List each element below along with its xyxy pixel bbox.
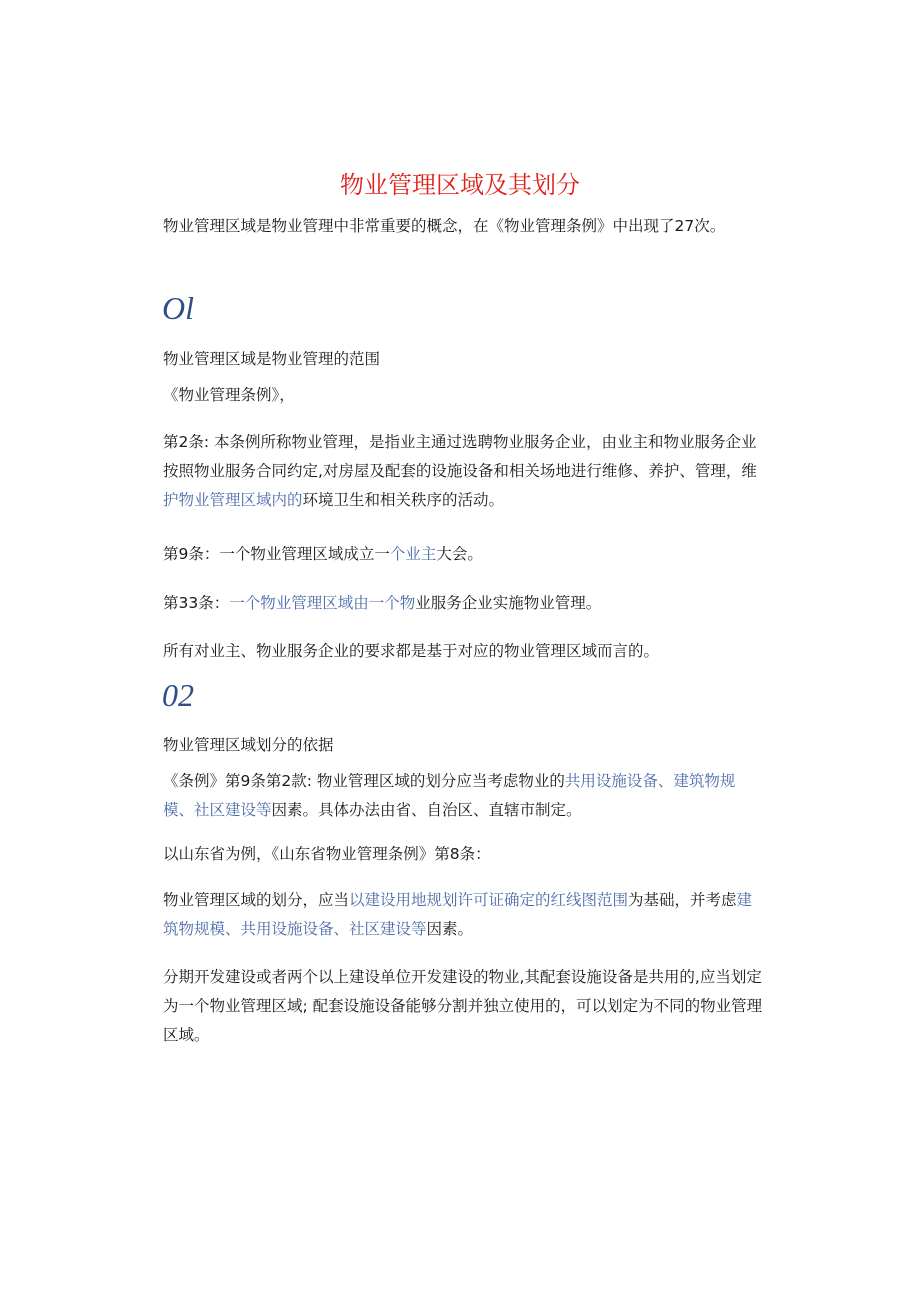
article-33-text: 第33条：	[163, 594, 230, 612]
regulation-text-end: 因素。具体办法由省、自治区、直辖市制定。	[271, 801, 582, 819]
article-9-text: 第9条：一个物业管理区域成立一	[163, 545, 390, 563]
article-8-text-end: 因素。	[426, 920, 474, 938]
article-9-highlight: 个业主	[389, 545, 437, 563]
article-9-text-end: 大会。	[436, 545, 483, 563]
article-8-text-mid: 为基础，并考虑	[628, 891, 737, 909]
article-2-highlight: 护物业管理区域内的	[163, 491, 303, 509]
regulation-highlight: 共用设施设备、建筑物规模、社区建设等	[163, 772, 736, 819]
summary-paragraph: 所有对业主、物业服务企业的要求都是基于对应的物业管理区域而言的。	[163, 642, 660, 660]
section-number-2: 02	[162, 677, 194, 713]
article-33-highlight: 一个物业管理区域由一个物	[229, 594, 416, 612]
article-8-highlight-2: 建筑物规模、共用设施设备、社区建设等	[163, 891, 753, 938]
article-2-text: 第2条: 本条例所称物业管理，是指业主通过选聘物业服务企业，由业主和物业服务企业按照物业服务合同约定,对房屋及配套的设施设备和相关场地进行维修、养护、管理，维	[163, 433, 757, 480]
section-heading-2: 物业管理区域划分的依据	[163, 736, 334, 754]
intro-paragraph: 物业管理区域是物业管理中非常重要的概念，在《物业管理条例》中出现了27次。	[163, 217, 726, 235]
article-2-text-end: 环境卫生和相关秩序的活动。	[302, 491, 505, 509]
regulation-text: 《条例》第9条第2款: 物业管理区域的划分应当考虑物业的	[163, 772, 565, 790]
section-number-1: Ol	[162, 290, 194, 326]
regulation-paragraph	[163, 767, 763, 825]
article-33-text-end: 业服务企业实施物业管理。	[415, 594, 602, 612]
article-33-paragraph	[163, 589, 763, 618]
article-8-text: 物业管理区域的划分，应当	[163, 891, 350, 909]
article-2-paragraph	[163, 428, 763, 515]
article-9-paragraph	[163, 540, 763, 569]
article-8-paragraph-2: 分期开发建设或者两个以上建设单位开发建设的物业,其配套设施设备是共用的,应当划定为一个物业管理区域; 配套设施设备能够分割并独立使用的，可以划定为不同的物业管理区域。	[163, 968, 763, 1044]
source-line: 《物业管理条例》，	[163, 386, 295, 404]
article-8-paragraph-1	[163, 886, 763, 944]
section-heading-1: 物业管理区域是物业管理的范围	[163, 350, 381, 368]
example-line: 以山东省为例，《山东省物业管理条例》第8条：	[163, 845, 491, 863]
document-title: 物业管理区域及其划分	[340, 171, 580, 199]
article-8-highlight-1: 以建设用地规划许可证确定的红线图范围	[349, 891, 629, 909]
